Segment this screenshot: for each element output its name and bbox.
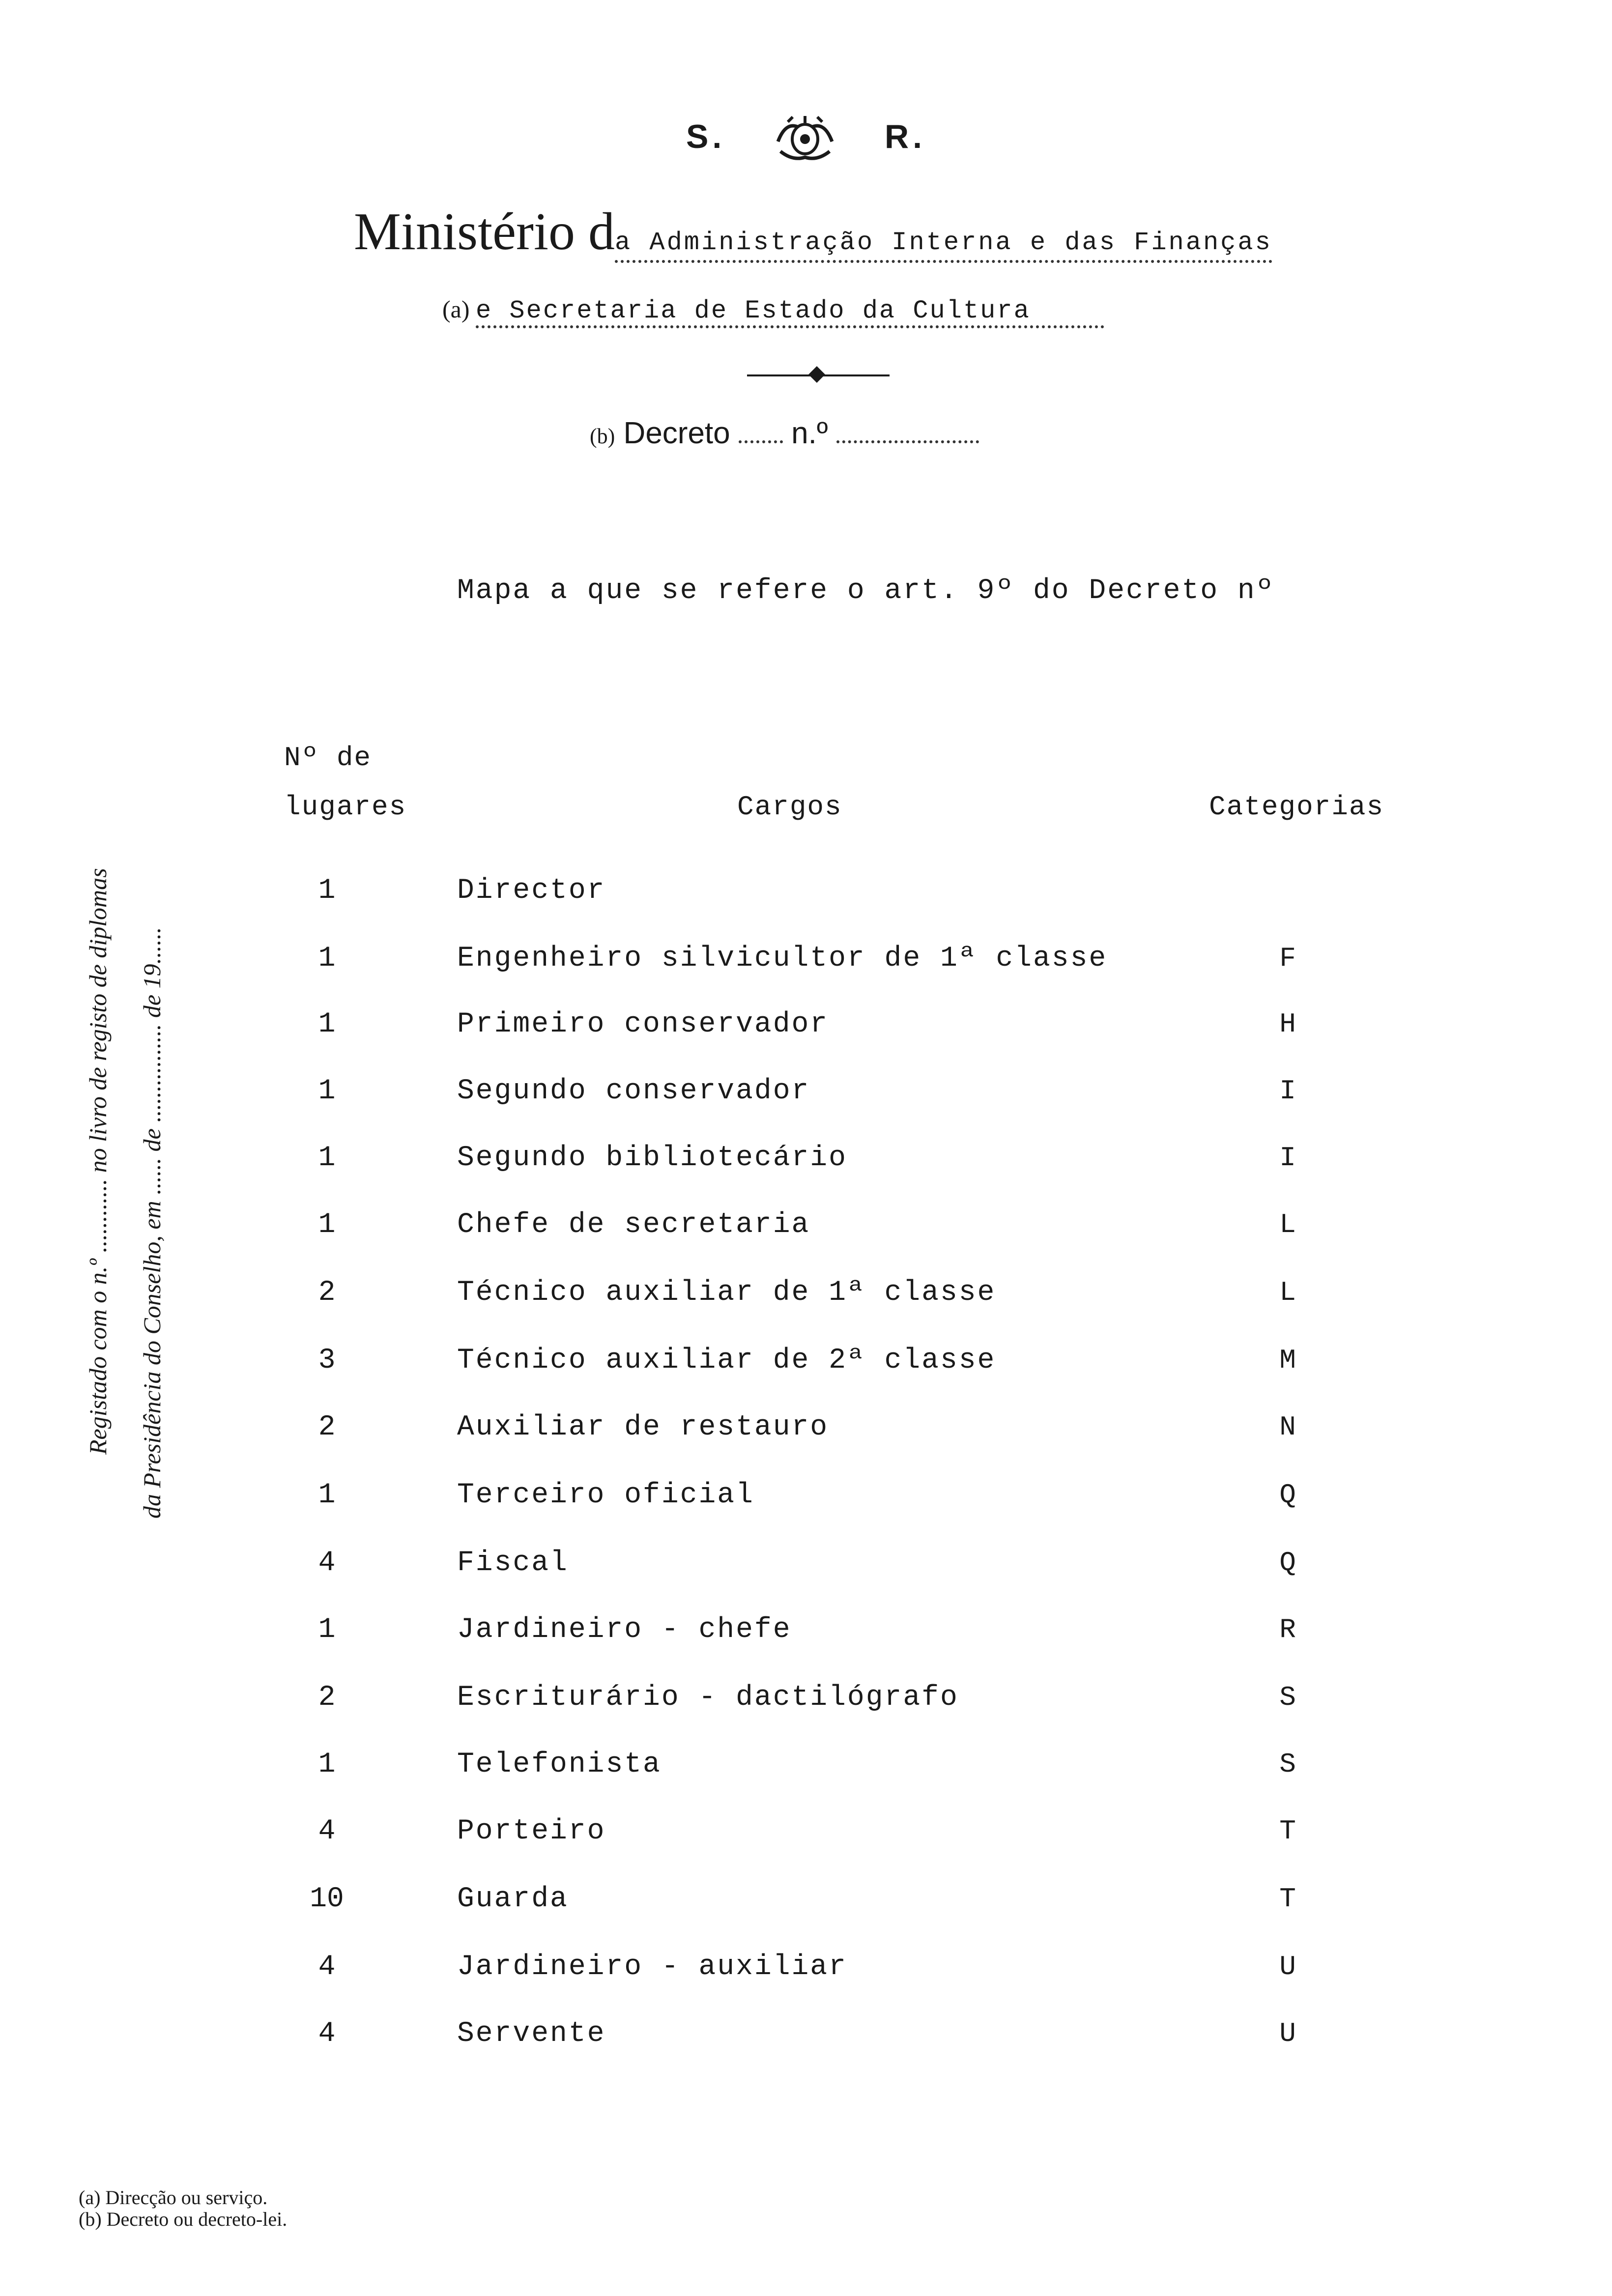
header-r: R. [885,117,926,155]
row-num: 1 [318,943,336,975]
row-num: 1 [318,1749,336,1780]
header-num-line2: lugares [284,791,407,823]
row-cat: H [1279,1008,1296,1040]
row-cargo: Técnico auxiliar de 1ª classe [457,1277,996,1309]
map-title: Mapa a que se refere o art. 9º do Decreto nº [457,575,1275,607]
ministry-name: a Administração Interna e das Finanças [615,228,1272,263]
coat-of-arms-icon [768,112,842,166]
row-cat: N [1279,1411,1296,1443]
divider-diamond-icon [808,366,825,383]
row-cat: I [1279,1142,1296,1174]
row-num: 2 [318,1277,336,1309]
row-cargo: Jardineiro - chefe [457,1614,792,1646]
row-cat: S [1279,1682,1296,1713]
row-num: 1 [318,1142,336,1174]
margin-registration-line1: Registado com o n.º ............ no livro de registo de diplomas [84,868,112,1455]
row-num: 1 [318,1209,336,1241]
row-cat: S [1279,1749,1296,1780]
row-cat: M [1279,1345,1296,1376]
row-cargo: Escriturário - dactilógrafo [457,1682,959,1714]
header-categorias: Categorias [1209,791,1384,823]
row-cargo: Director [457,875,606,907]
row-cat: R [1279,1614,1296,1645]
row-cargo: Chefe de secretaria [457,1209,810,1241]
decree-type-blank [739,440,783,443]
row-cargo: Terceiro oficial [457,1479,754,1511]
row-cat: T [1279,1815,1296,1847]
decree-number-blank [836,440,979,443]
decree-number-label: n.º [791,416,828,450]
row-cat: T [1279,1883,1296,1915]
row-num: 1 [318,1008,336,1040]
footnote-a: (a) Direcção ou serviço. [79,2186,268,2209]
row-cat: Q [1279,1547,1296,1578]
row-cat: U [1279,2018,1296,2049]
decree-label: Decreto [623,416,730,450]
row-num: 2 [318,1411,336,1443]
row-cargo: Auxiliar de restauro [457,1411,829,1443]
footnote-b: (b) Decreto ou decreto-lei. [79,2208,288,2230]
row-num: 2 [318,1682,336,1714]
row-cargo: Primeiro conservador [457,1008,829,1040]
secretariat-marker: (a) [442,295,470,323]
row-cargo: Fiscal [457,1547,569,1579]
row-cargo: Engenheiro silvicultor de 1ª classe [457,943,1108,975]
row-cat: Q [1279,1479,1296,1511]
ministry-line [354,201,1272,262]
secretariat-line [442,295,1104,325]
row-num: 10 [310,1883,344,1915]
row-cargo: Técnico auxiliar de 2ª classe [457,1345,996,1377]
row-cargo: Porteiro [457,1815,606,1847]
row-num: 4 [318,1815,336,1847]
row-cargo: Telefonista [457,1749,662,1780]
row-cargo: Guarda [457,1883,569,1915]
row-num: 1 [318,1614,336,1646]
secretariat-name: e Secretaria de Estado da Cultura [476,296,1104,328]
row-num: 4 [318,2018,336,2050]
ministry-prefix: Ministério d [354,202,615,261]
row-cat: L [1279,1277,1296,1308]
decree-marker: (b) [590,424,615,448]
row-cargo: Segundo bibliotecário [457,1142,847,1174]
row-num: 4 [318,1951,336,1983]
row-num: 3 [318,1345,336,1377]
row-cat: L [1279,1209,1296,1240]
header-s: S. [686,117,726,155]
header-num-line1: Nº de [284,742,372,774]
state-header [0,112,1612,166]
row-num: 1 [318,1075,336,1107]
row-num: 4 [318,1547,336,1579]
row-cat: U [1279,1951,1296,1982]
margin-registration-line2: da Presidência do Conselho, em ...... de ................ de 19...... [138,927,166,1519]
row-cargo: Segundo conservador [457,1075,810,1107]
row-cat: F [1279,943,1296,974]
header-cargos: Cargos [737,791,842,823]
row-cargo: Jardineiro - auxiliar [457,1951,847,1983]
row-num: 1 [318,1479,336,1511]
decree-line [590,416,979,451]
row-cargo: Servente [457,2018,606,2050]
row-num: 1 [318,875,336,907]
row-cat: I [1279,1075,1296,1107]
